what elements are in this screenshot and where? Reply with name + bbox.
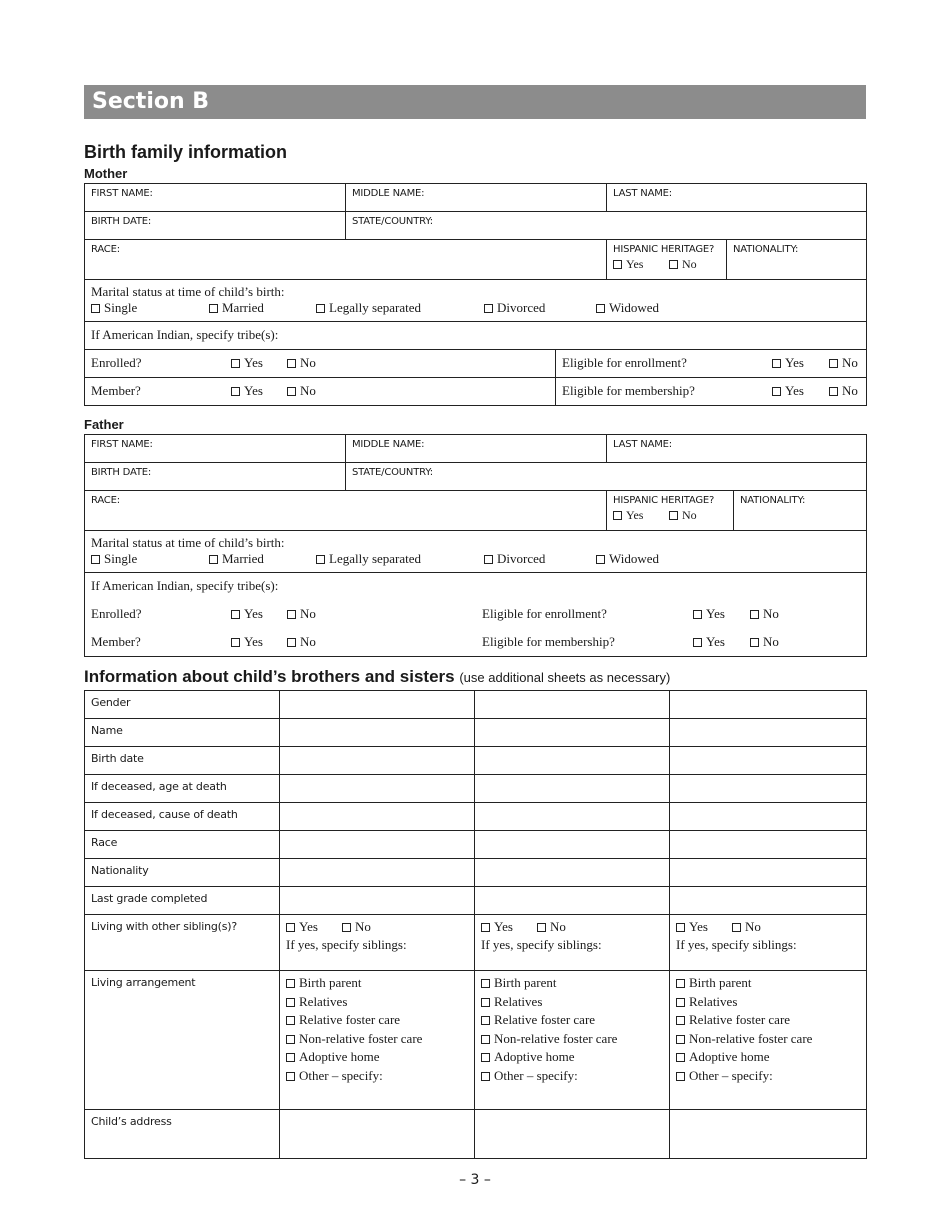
table-row: Name bbox=[85, 719, 867, 747]
father-birth-date-field[interactable]: BIRTH DATE: bbox=[85, 463, 346, 491]
mother-member-no-checkbox[interactable]: No bbox=[287, 383, 316, 399]
mother-birth-date-field[interactable]: BIRTH DATE: bbox=[85, 212, 346, 240]
sibling-3-other-checkbox[interactable]: Other – specify: bbox=[676, 1067, 860, 1086]
sibling-3-race[interactable] bbox=[670, 831, 867, 859]
mother-label: Mother bbox=[84, 166, 128, 181]
sibling-3-name[interactable] bbox=[670, 719, 867, 747]
table-row: Birth date bbox=[85, 747, 867, 775]
father-marital-separated-checkbox[interactable]: Legally separated bbox=[316, 551, 484, 567]
sibling-2-birth-date[interactable] bbox=[475, 747, 670, 775]
table-row: Gender bbox=[85, 691, 867, 719]
sibling-1-age-at-death[interactable] bbox=[280, 775, 475, 803]
table-row: Last grade completed bbox=[85, 887, 867, 915]
father-state-country-field[interactable]: STATE/COUNTRY: bbox=[346, 463, 867, 491]
sibling-1-relatives-checkbox[interactable]: Relatives bbox=[286, 993, 468, 1012]
father-label: Father bbox=[84, 417, 124, 432]
sibling-1-race[interactable] bbox=[280, 831, 475, 859]
mother-marital-married-checkbox[interactable]: Married bbox=[209, 300, 316, 316]
sibling-3-relatives-checkbox[interactable]: Relatives bbox=[676, 993, 860, 1012]
table-row: Nationality bbox=[85, 859, 867, 887]
father-race-field[interactable]: RACE: bbox=[85, 491, 607, 531]
sibling-1-living-yes-checkbox[interactable]: Yes bbox=[286, 918, 342, 937]
sibling-3-cause-of-death[interactable] bbox=[670, 803, 867, 831]
mother-marital-divorced-checkbox[interactable]: Divorced bbox=[484, 300, 596, 316]
sibling-2-address[interactable] bbox=[475, 1110, 670, 1159]
sibling-1-nationality[interactable] bbox=[280, 859, 475, 887]
sibling-1-living-no-checkbox[interactable]: No bbox=[342, 918, 371, 937]
father-marital-single-checkbox[interactable]: Single bbox=[91, 551, 209, 567]
sibling-3-gender[interactable] bbox=[670, 691, 867, 719]
mother-first-name-field[interactable]: FIRST NAME: bbox=[85, 184, 346, 212]
mother-eligible-membership-no-checkbox[interactable]: No bbox=[829, 383, 858, 399]
father-tribe-block: If American Indian, specify tribe(s): Enrolled? Yes No Eligible for enrollment? Yes No Member? Yes No Eligible for membership? Yes No bbox=[85, 573, 867, 657]
father-marital-status: Marital status at time of child’s birth: Single Married Legally separated Divorced Widowed bbox=[85, 531, 867, 573]
father-middle-name-field[interactable]: MIDDLE NAME: bbox=[346, 435, 607, 463]
sibling-3-living-yes-checkbox[interactable]: Yes bbox=[676, 918, 732, 937]
mother-marital-status: Marital status at time of child’s birth: Single Married Legally separated Divorced Widowed bbox=[85, 280, 867, 322]
mother-eligible-enrollment-row: Eligible for enrollment? Yes No bbox=[556, 350, 867, 378]
mother-tribe-field[interactable]: If American Indian, specify tribe(s): bbox=[85, 322, 867, 350]
sibling-1-nonrelative-foster-checkbox[interactable]: Non-relative foster care bbox=[286, 1030, 468, 1049]
father-member-no-checkbox[interactable]: No bbox=[287, 634, 316, 650]
sibling-1-cause-of-death[interactable] bbox=[280, 803, 475, 831]
sibling-1-adoptive-home-checkbox[interactable]: Adoptive home bbox=[286, 1048, 468, 1067]
table-row: If deceased, cause of death bbox=[85, 803, 867, 831]
mother-enrolled-no-checkbox[interactable]: No bbox=[287, 355, 316, 371]
sibling-1-relative-foster-checkbox[interactable]: Relative foster care bbox=[286, 1011, 468, 1030]
sibling-2-relative-foster-checkbox[interactable]: Relative foster care bbox=[481, 1011, 663, 1030]
mother-nationality-field[interactable]: NATIONALITY: bbox=[727, 240, 867, 280]
sibling-1-last-grade[interactable] bbox=[280, 887, 475, 915]
father-last-name-field[interactable]: LAST NAME: bbox=[607, 435, 867, 463]
table-row: Race bbox=[85, 831, 867, 859]
sibling-1-name[interactable] bbox=[280, 719, 475, 747]
sibling-2-race[interactable] bbox=[475, 831, 670, 859]
siblings-heading: Information about child’s brothers and sisters (use additional sheets as necessary) bbox=[84, 667, 671, 686]
sibling-2-nationality[interactable] bbox=[475, 859, 670, 887]
sibling-2-other-checkbox[interactable]: Other – specify: bbox=[481, 1067, 663, 1086]
sibling-3-address[interactable] bbox=[670, 1110, 867, 1159]
father-marital-widowed-checkbox[interactable]: Widowed bbox=[596, 551, 659, 567]
mother-eligible-membership-yes-checkbox[interactable]: Yes bbox=[772, 383, 829, 399]
sibling-3-relative-foster-checkbox[interactable]: Relative foster care bbox=[676, 1011, 860, 1030]
father-member-yes-checkbox[interactable]: Yes bbox=[231, 634, 287, 650]
father-nationality-field[interactable]: NATIONALITY: bbox=[734, 491, 867, 531]
mother-enrolled-yes-checkbox[interactable]: Yes bbox=[231, 355, 287, 371]
sibling-2-gender[interactable] bbox=[475, 691, 670, 719]
father-enrolled-yes-checkbox[interactable]: Yes bbox=[231, 606, 287, 622]
sibling-3-adoptive-home-checkbox[interactable]: Adoptive home bbox=[676, 1048, 860, 1067]
table-row: Living arrangement Birth parent Relatives Relative foster care Non-relative foster care Adoptive home Other – specify: Birth parent Relatives Relative foster care Non-relative foster care Adoptive home Other – specify: Birth parent Relatives Relative foster care Non-relative foster care Adoptive home Other – specify: bbox=[85, 971, 867, 1110]
sibling-2-living-yes-checkbox[interactable]: Yes bbox=[481, 918, 537, 937]
mother-marital-separated-checkbox[interactable]: Legally separated bbox=[316, 300, 484, 316]
sibling-3-birth-date[interactable] bbox=[670, 747, 867, 775]
sibling-2-cause-of-death[interactable] bbox=[475, 803, 670, 831]
mother-race-field[interactable]: RACE: bbox=[85, 240, 607, 280]
sibling-2-relatives-checkbox[interactable]: Relatives bbox=[481, 993, 663, 1012]
father-eligible-enrollment-no-checkbox[interactable]: No bbox=[750, 606, 779, 622]
mother-hispanic-no-checkbox[interactable]: No bbox=[669, 256, 697, 272]
mother-eligible-enrollment-yes-checkbox[interactable]: Yes bbox=[772, 355, 829, 371]
sibling-3-nonrelative-foster-checkbox[interactable]: Non-relative foster care bbox=[676, 1030, 860, 1049]
sibling-2-nonrelative-foster-checkbox[interactable]: Non-relative foster care bbox=[481, 1030, 663, 1049]
mother-hispanic-yes-checkbox[interactable]: Yes bbox=[613, 256, 669, 272]
mother-eligible-membership-row: Eligible for membership? Yes No bbox=[556, 378, 867, 406]
table-row: Child’s address bbox=[85, 1110, 867, 1159]
birth-family-heading: Birth family information bbox=[84, 142, 288, 162]
mother-marital-widowed-checkbox[interactable]: Widowed bbox=[596, 300, 659, 316]
mother-table bbox=[84, 183, 867, 406]
table-row: If deceased, age at death bbox=[85, 775, 867, 803]
page-number: – 3 – bbox=[459, 1172, 491, 1188]
father-marital-divorced-checkbox[interactable]: Divorced bbox=[484, 551, 596, 567]
sibling-3-living-no-checkbox[interactable]: No bbox=[732, 918, 761, 937]
sibling-2-name[interactable] bbox=[475, 719, 670, 747]
sibling-2-living-no-checkbox[interactable]: No bbox=[537, 918, 566, 937]
sibling-1-birth-date[interactable] bbox=[280, 747, 475, 775]
mother-eligible-enrollment-no-checkbox[interactable]: No bbox=[829, 355, 858, 371]
mother-marital-single-checkbox[interactable]: Single bbox=[91, 300, 209, 316]
mother-middle-name-field[interactable]: MIDDLE NAME: bbox=[346, 184, 607, 212]
mother-last-name-field[interactable]: LAST NAME: bbox=[607, 184, 867, 212]
sibling-1-address[interactable] bbox=[280, 1110, 475, 1159]
father-enrolled-no-checkbox[interactable]: No bbox=[287, 606, 316, 622]
father-eligible-enrollment-yes-checkbox[interactable]: Yes bbox=[693, 606, 750, 622]
father-marital-married-checkbox[interactable]: Married bbox=[209, 551, 316, 567]
sibling-3-nationality[interactable] bbox=[670, 859, 867, 887]
siblings-table bbox=[84, 690, 867, 1159]
mother-enrolled-row: Enrolled? Yes No bbox=[85, 350, 556, 378]
mother-member-yes-checkbox[interactable]: Yes bbox=[231, 383, 287, 399]
father-hispanic-yes-checkbox[interactable]: Yes bbox=[613, 507, 669, 523]
sibling-1-other-checkbox[interactable]: Other – specify: bbox=[286, 1067, 468, 1086]
father-first-name-field[interactable]: FIRST NAME: bbox=[85, 435, 346, 463]
section-title: Section B bbox=[84, 85, 866, 119]
form-page bbox=[84, 85, 866, 1159]
mother-member-row: Member? Yes No bbox=[85, 378, 556, 406]
sibling-3-birth-parent-checkbox[interactable]: Birth parent bbox=[676, 974, 860, 993]
father-table bbox=[84, 434, 867, 657]
sibling-2-adoptive-home-checkbox[interactable]: Adoptive home bbox=[481, 1048, 663, 1067]
sibling-2-age-at-death[interactable] bbox=[475, 775, 670, 803]
father-eligible-membership-yes-checkbox[interactable]: Yes bbox=[693, 634, 750, 650]
sibling-1-gender[interactable] bbox=[280, 691, 475, 719]
father-hispanic-field: HISPANIC HERITAGE? Yes No bbox=[607, 491, 734, 531]
sibling-3-age-at-death[interactable] bbox=[670, 775, 867, 803]
sibling-3-last-grade[interactable] bbox=[670, 887, 867, 915]
sibling-2-last-grade[interactable] bbox=[475, 887, 670, 915]
sibling-1-birth-parent-checkbox[interactable]: Birth parent bbox=[286, 974, 468, 993]
table-row: Living with other sibling(s)? Yes No If yes, specify siblings: Yes No If yes, specify siblings: Yes No If yes, specify siblings: bbox=[85, 915, 867, 971]
father-eligible-membership-no-checkbox[interactable]: No bbox=[750, 634, 779, 650]
mother-state-country-field[interactable]: STATE/COUNTRY: bbox=[346, 212, 867, 240]
mother-hispanic-field: HISPANIC HERITAGE? Yes No bbox=[607, 240, 727, 280]
father-tribe-field[interactable]: If American Indian, specify tribe(s): bbox=[91, 578, 279, 593]
father-hispanic-no-checkbox[interactable]: No bbox=[669, 507, 697, 523]
sibling-2-birth-parent-checkbox[interactable]: Birth parent bbox=[481, 974, 663, 993]
